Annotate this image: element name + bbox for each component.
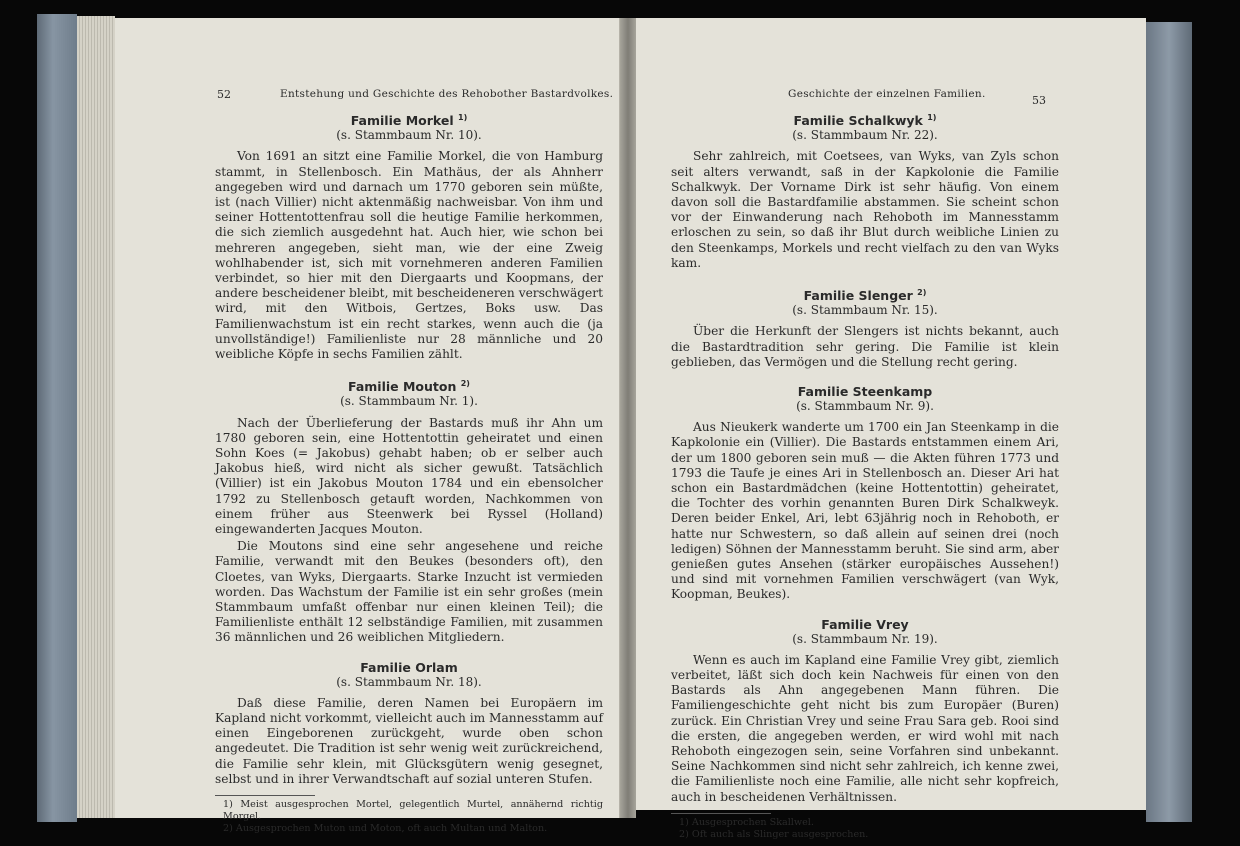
section-title: Familie Schalkwyk $^{1)}$ (793, 113, 937, 129)
right-running-head: Geschichte der einzelnen Familien. (788, 88, 986, 100)
footnote: 2) Ausgesprochen Muton und Moton, oft auch Multan und Malton. (223, 823, 548, 835)
right-text-column (671, 110, 1059, 841)
footnote: 1) Meist ausgesprochen Mortel, gelegentlich Murtel, annähernd richtig Morgel. (223, 799, 603, 823)
paragraph: Sehr zahlreich, mit Coetsees, van Wyks, van Zyls schon seit alters verwandt, saß in der Kapkolonie die Familie Schalkwyk. Der Vorname Dirk ist sehr häufig. Von einem davon soll die Bastardfamilie abstammen. Sie scheint schon vor der Einwanderung nach Rehoboth im Mannesstamm erloschen zu sein, so daß ihr Blut durch weibliche Linien zu den Steenkamps, Morkels und recht vielfach zu den van Wyks kam. (671, 149, 1059, 270)
section-slenger (671, 285, 1059, 370)
section-schalkwyk (671, 110, 1059, 271)
section-subtitle: (s. Stammbaum Nr. 15). (792, 303, 938, 318)
left-book-cover-edge (37, 14, 77, 822)
paragraph: Wenn es auch im Kapland eine Familie Vrey gibt, ziemlich verbeitet, läßt sich doch kein Nachweis für einen von den Bastards als Ahn angegebenen Mann führen. Die Familiengeschichte geht nicht bis zum Europäer (Buren) zurück. Ein Christian Vrey und seine Frau Sara geb. Rooi sind die ersten, die angegeben werden, er wird wohl mit nach Rehoboth eingezogen sein, seine Vorfahren sind unbekannt. Seine Nachkommen sind nicht sehr zahlreich, ich kenne zwei, die Familienliste noch eine Familie, alle nicht sehr kopfreich, auch in bescheidenen Verhältnissen. (671, 652, 1059, 804)
section-orlam (215, 660, 603, 787)
left-page (115, 18, 620, 835)
footnote: 2) Oft auch als Slinger ausgesprochen. (679, 828, 869, 840)
paragraph: Aus Nieukerk wanderte um 1700 ein Jan Steenkamp in die Kapkolonie ein (Villier). Die Bastards entstammen einem Ari, der um 1800 geboren sein muß — die Akten führen 1773 und 1793 die Taufe je eines Ari in Stellenbosch an. Dieser Ari hat schon ein Bastardmädchen (keine Hottentottin) geheiratet, die Tochter des vorhin genannten Buren Dirk Schalkweyk. Deren beider Enkel, Ari, lebt 63jährig noch in Rehoboth, er hatte nur Schwestern, so daß allein auf seinen drei (noch ledigen) Söhnen der Mannesstamm beruht. Sie sind arm, aber genießen gutes Ansehen (stärker europäisches Aussehen!) und sind mit vornehmen Familien verschwägert (van Wyk, Koopman, Beukes). (671, 420, 1059, 602)
paragraph: Die Moutons sind eine sehr angesehene und reiche Familie, verwandt mit den Beukes (besonders oft), den Cloetes, van Wyks, Diergaarts. Starke Inzucht ist vermieden worden. Das Wachstum der Familie ist ein sehr großes (mein Stammbaum umfaßt offenbar nur einen kleinen Teil); die Familienliste enthält 12 selbständige Familien, mit zusammen 36 männlichen und 26 weiblichen Mitgliedern. (215, 539, 603, 645)
paragraph: Über die Herkunft der Slengers ist nichts bekannt, auch die Bastardtradition sehr gering. Die Familie ist klein geblieben, das Vermögen und die Stellung recht gering. (671, 324, 1059, 369)
section-vrey (671, 617, 1059, 805)
paragraph: Von 1691 an sitzt eine Familie Morkel, die von Hamburg stammt, in Stellenbosch. Ein Mathäus, der als Ahnherr angegeben wird und darnach um 1770 geboren sein müßte, ist (nach Villier) nicht aktenmäßig nachweisbar. Von ihm und seiner Hottentottenfrau soll die heutige Familie herkommen, die sich ziemlich ausgedehnt hat. Auch hier, wie schon bei mehreren angegeben, sieht man, wie der eine Zweig wohlhabender ist, sich mit vornehmeren anderen Familien verbindet, so hier mit den Diergaarts und Koopmans, der andere bescheidener bleibt, mit bescheideneren verschwägert wird, mit den Witbois, Gertzes, Boks usw. Das Familienwachstum ist ein recht starkes, wenn auch die (ja unvollständige!) Familienliste nur 28 männliche und 20 weibliche Köpfe in sechs Familien zählt. (215, 149, 603, 361)
section-title: Familie Mouton $^{2)}$ (348, 379, 470, 395)
section-title: Familie Vrey (821, 616, 909, 632)
section-subtitle: (s. Stammbaum Nr. 1). (340, 394, 478, 409)
paragraph: Nach der Überlieferung der Bastards muß ihr Ahn um 1780 geboren sein, eine Hottentottin geheiratet und einen Sohn Koes (= Jakobus) gehabt haben; ob er selber auch Jakobus hieß, wird nicht als sicher gewußt. Tatsächlich (Villier) ist ein Jakobus Mouton 1784 und ein ebensolcher 1792 zu Stellenbosch getauft worden, Nachkommen von einem früher aus Steenwerk bei Ryssel (Holland) eingewanderten Jacques Mouton. (215, 415, 603, 536)
section-morkel (215, 110, 603, 362)
section-title: Familie Orlam (360, 659, 458, 675)
section-title: Familie Steenkamp (797, 383, 933, 399)
left-text-column (215, 110, 603, 835)
section-subtitle: (s. Stammbaum Nr. 19). (792, 631, 938, 646)
section-subtitle: (s. Stammbaum Nr. 10). (336, 128, 482, 143)
section-mouton (215, 376, 603, 645)
section-steenkamp (671, 384, 1059, 603)
right-page-number: 53 (1032, 94, 1046, 107)
left-running-head: Entstehung und Geschichte des Rehobother Bastardvolkes. (280, 88, 614, 100)
section-subtitle: (s. Stammbaum Nr. 22). (792, 128, 938, 143)
footnote-rule (671, 813, 771, 814)
footnote: 1) Ausgesprochen Skallwel. (679, 816, 814, 828)
section-subtitle: (s. Stammbaum Nr. 18). (336, 674, 482, 689)
paragraph: Daß diese Familie, deren Namen bei Europäern im Kapland nicht vorkommt, vielleicht auch im Mannesstamm auf einen Eingeborenen zurückgeht, wurde oben schon angedeutet. Die Tradition ist sehr wenig weit zurückreichend, die Familie sehr klein, mit Glücksgütern wenig gesegnet, selbst und in ihrer Verwandtschaft auf sozial unteren Stufen. (215, 695, 603, 786)
right-book-cover-edge (1146, 22, 1192, 822)
left-page-number: 52 (217, 88, 231, 101)
book-gutter (620, 18, 636, 818)
section-title: Familie Morkel $^{1)}$ (350, 113, 468, 129)
section-title: Familie Slenger $^{2)}$ (803, 287, 927, 304)
left-page-stack (77, 16, 115, 818)
footnote-rule (215, 795, 315, 796)
section-subtitle: (s. Stammbaum Nr. 9). (796, 398, 934, 413)
right-page (636, 18, 1146, 840)
